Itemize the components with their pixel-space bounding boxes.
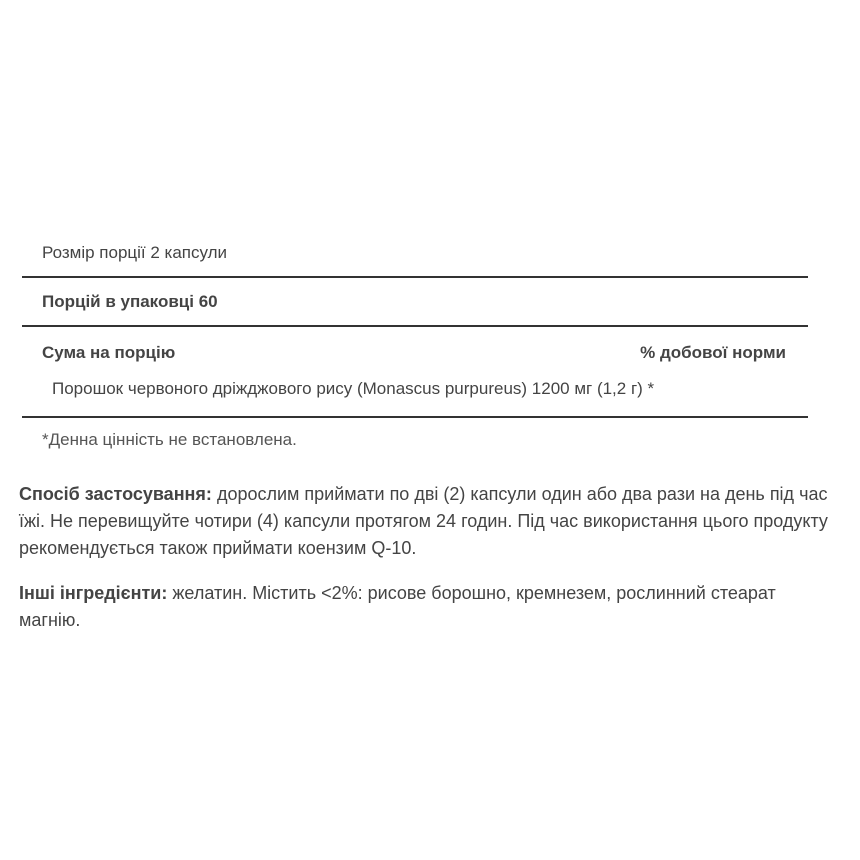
other-ingredients-text: желатин. Містить <2%: рисове борошно, кремнезем, рослинний стеарат магнію.	[19, 583, 776, 630]
ingredient-row	[22, 371, 808, 418]
table-header-row	[22, 327, 808, 371]
directions-paragraph	[19, 481, 829, 562]
amount-per-serving-header: Сума на порцію	[42, 343, 176, 362]
serving-size-text: Розмір порції 2 капсули	[42, 243, 228, 262]
servings-per-container-text: Порцій в упаковці 60	[42, 292, 218, 311]
ingredient-text: Порошок червоного дріжджового рису (Monascus purpureus) 1200 мг (1,2 г) *	[52, 379, 655, 398]
supplement-facts-table	[22, 231, 808, 418]
daily-value-footnote: *Денна цінність не встановлена.	[42, 430, 297, 449]
other-ingredients-paragraph	[19, 580, 829, 634]
directions-text: дорослим приймати по дві (2) капсули один або два рази на день під час їжі. Не перевищуйте чотири (4) капсули протягом 24 годин. Під час використання цього продукту рекомендується також приймати коензим Q-10.	[19, 484, 828, 558]
daily-value-header: % добової норми	[640, 343, 786, 362]
other-ingredients-label: Інші інгредієнти:	[19, 583, 168, 603]
directions-label: Спосіб застосування:	[19, 484, 212, 504]
serving-size-row	[22, 231, 808, 278]
servings-per-container-row	[22, 278, 808, 327]
